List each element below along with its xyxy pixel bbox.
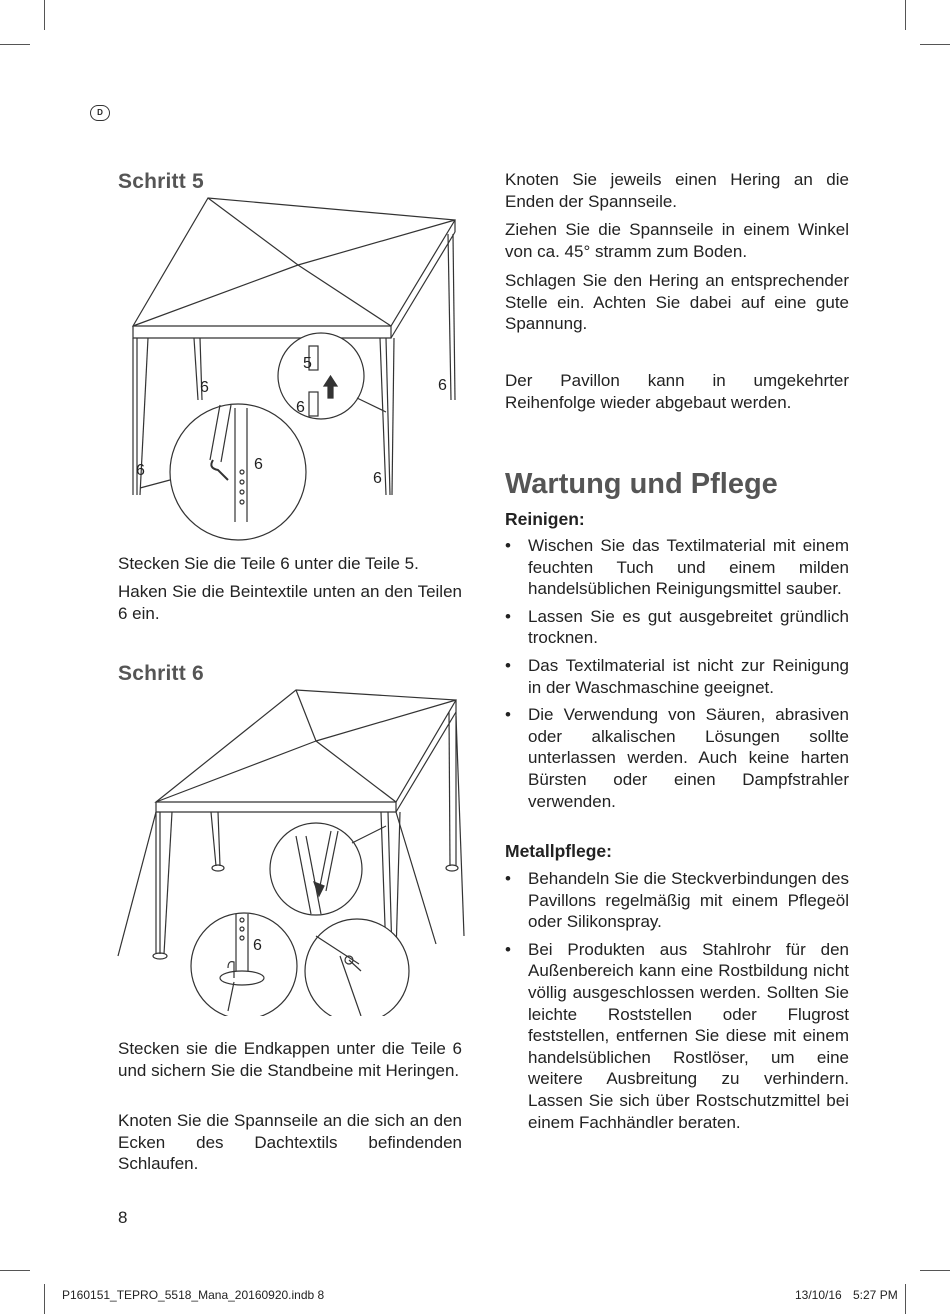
metal-care-heading: Metallpflege: — [505, 841, 612, 861]
crop-mark — [0, 44, 30, 45]
step5-paragraph: Haken Sie die Beintextile unten an den Teilen 6 ein. — [118, 582, 462, 623]
footer-time: 5:27 PM — [853, 1288, 898, 1302]
crop-mark — [0, 1270, 30, 1271]
crop-mark — [905, 1284, 906, 1314]
part-label: 6 — [136, 462, 145, 479]
assembly-paragraph: Der Pavillon kann in umgekehrter Reihenfolge wieder abgebaut werden. — [505, 371, 849, 412]
crop-mark — [920, 44, 950, 45]
bullet: • — [505, 705, 511, 725]
part-label: 6 — [373, 470, 382, 487]
bullet: • — [505, 536, 511, 555]
bullet: • — [505, 869, 511, 888]
part-label: 6 — [254, 456, 263, 473]
part-label: 6 — [253, 937, 262, 954]
page-number: 8 — [118, 1208, 128, 1227]
part-label: 6 — [200, 379, 209, 396]
cleaning-heading: Reinigen: — [505, 509, 585, 529]
step6-title: Schritt 6 — [118, 662, 204, 685]
part-label: 6 — [296, 399, 305, 416]
list-item: • Bei Produkten aus Stahlrohr für den Außenbereich kann eine Rostbildung nicht völlig ausgeschlossen werden. Sollten Sie leichte Roststellen oder Flugrost feststellen, entfernen Sie diese mit einem handelsüblichen Rostlöser, um eine weitere Ausbreitung zu verhindern. Lassen Sie sich über Rostschutzmittel bei einem Fachhändler beraten. — [505, 939, 849, 1132]
part-label: 6 — [438, 377, 447, 394]
step5-paragraph: Stecken Sie die Teile 6 unter die Teile 5. — [118, 554, 419, 573]
step5-illustration — [118, 190, 463, 545]
bullet: • — [505, 655, 511, 675]
part-label: 5 — [303, 355, 312, 372]
footer-date: 13/10/16 — [795, 1288, 842, 1302]
list-item: • Behandeln Sie die Steckverbindungen des Pavillons regelmäßig mit einem Pflegeöl oder Silikonspray. — [505, 869, 849, 932]
language-badge: D — [90, 105, 110, 121]
list-item: • Das Textilmaterial ist nicht zur Reinigung in der Waschmaschine geeignet. — [505, 655, 849, 697]
list-item: • Wischen Sie das Textilmaterial mit einem feuchten Tuch und einem milden handelsüblichen Reinigungsmittel sauber. — [505, 536, 849, 599]
crop-mark — [920, 1270, 950, 1271]
step6-paragraph: Knoten Sie die Spannseile an die sich an den Ecken des Dachtextils befindenden Schlaufen. — [118, 1111, 462, 1173]
bullet: • — [505, 939, 511, 959]
assembly-paragraph: Ziehen Sie die Spannseile in einem Winkel von ca. 45° stramm zum Boden. — [505, 220, 849, 261]
step6-paragraph: Stecken sie die Endkappen unter die Teile 6 und sichern Sie die Standbeine mit Heringen. — [118, 1039, 462, 1080]
list-item: • Die Verwendung von Säuren, abrasiven oder alkalischen Lösungen sollte unterlassen werden. Auch keine harten Bürsten oder einen Dampfstrahler verwenden. — [505, 705, 849, 811]
cleaning-list — [505, 535, 849, 818]
crop-mark — [44, 0, 45, 30]
assembly-paragraph: Knoten Sie jeweils einen Hering an die Enden der Spannseile. — [505, 170, 849, 211]
assembly-paragraph: Schlagen Sie den Hering an entsprechender Stelle ein. Achten Sie dabei auf eine gute Spannung. — [505, 271, 849, 333]
crop-mark — [905, 0, 906, 30]
step5-title: Schritt 5 — [118, 170, 204, 193]
bullet: • — [505, 606, 511, 626]
crop-mark — [44, 1284, 45, 1314]
footer-file: P160151_TEPRO_5518_Mana_20160920.indb 8 — [62, 1288, 325, 1302]
step6-illustration — [116, 686, 466, 1016]
metal-care-list — [505, 868, 849, 1139]
maintenance-heading: Wartung und Pflege — [505, 468, 778, 500]
list-item: • Lassen Sie es gut ausgebreitet gründlich trocknen. — [505, 606, 849, 648]
